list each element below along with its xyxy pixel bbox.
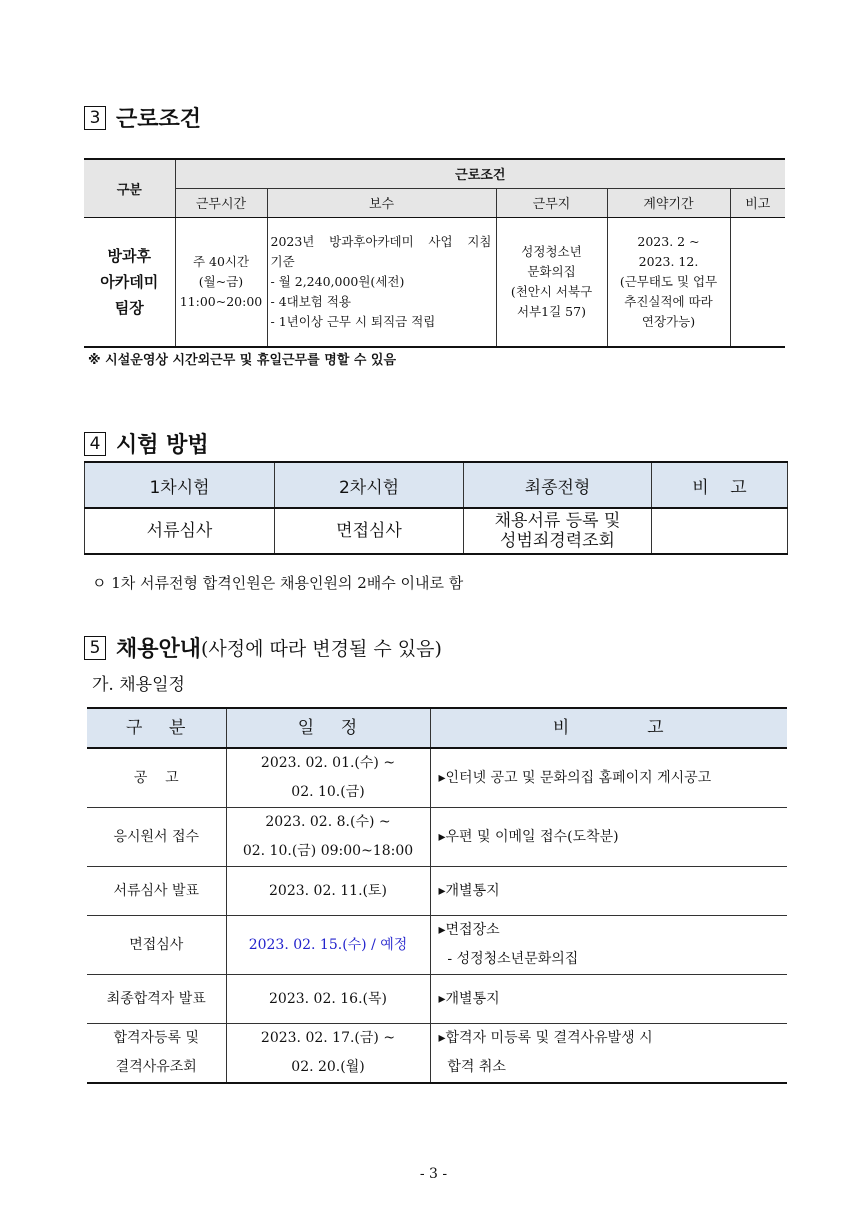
contract-line: 연장가능) xyxy=(641,313,696,329)
row-date xyxy=(226,808,430,867)
header-schedule: 일 정 xyxy=(226,708,430,748)
section-4-title xyxy=(84,428,209,459)
header-place: 근무지 xyxy=(496,188,607,217)
second-exam-cell: 면접심사 xyxy=(275,508,464,554)
date-line: 2023. 02. 01.(수) ~ xyxy=(260,755,396,771)
schedule-table xyxy=(87,707,787,1084)
contract-line: 추진실적에 따라 xyxy=(624,293,713,309)
row-date xyxy=(226,1024,430,1084)
final-cell xyxy=(464,508,652,554)
position-line: 팀장 xyxy=(114,298,144,317)
row-note xyxy=(430,1024,787,1084)
contract-cell xyxy=(607,217,730,347)
pay-line: - 1년이상 근무 시 퇴직금 적립 xyxy=(270,313,436,329)
group-header: 근로조건 xyxy=(175,159,785,188)
pay-line: - 월 2,240,000원(세전) xyxy=(270,273,405,289)
page-number: - 3 - xyxy=(419,1166,448,1182)
section-5-heading: 채용안내 xyxy=(116,637,202,662)
header-contract: 계약기간 xyxy=(607,188,730,217)
note-line: 합격 취소 xyxy=(438,1059,506,1075)
hours-line: (월~금) xyxy=(198,273,244,289)
date-line: 2023. 02. 8.(수) ~ xyxy=(265,814,391,830)
hours-line: 주 40시간 xyxy=(192,253,250,269)
note-line: ▸합격자 미등록 및 결격사유발생 시 xyxy=(438,1030,653,1046)
place-line: (천안시 서북구 xyxy=(510,283,593,299)
header-second-exam: 2차시험 xyxy=(275,462,464,508)
header-remark: 비 고 xyxy=(652,462,788,508)
name-line: 합격자등록 및 xyxy=(113,1030,200,1046)
position-cell xyxy=(84,217,175,347)
hours-cell xyxy=(175,217,267,347)
position-line: 방과후 xyxy=(107,246,151,265)
date-line: 02. 10.(금) 09:00~18:00 xyxy=(242,843,414,859)
section-4-note: ㅇ 1차 서류전형 합격인원은 채용인원의 2배수 이내로 함 xyxy=(92,574,464,592)
name-line: 결격사유조회 xyxy=(115,1059,197,1075)
section-5-title xyxy=(84,632,442,663)
row-note: ▸개별통지 xyxy=(430,867,787,916)
pay-line: - 4대보험 적용 xyxy=(270,293,351,309)
row-note: ▸인터넷 공고 및 문화의집 홈페이지 게시공고 xyxy=(430,748,787,808)
pay-cell xyxy=(267,217,496,347)
header-hours: 근무시간 xyxy=(175,188,267,217)
header-first-exam: 1차시험 xyxy=(85,462,275,508)
section-4-heading: 시험 방법 xyxy=(116,433,209,458)
row-name: 응시원서 접수 xyxy=(87,808,226,867)
header-remark: 비 고 xyxy=(430,708,787,748)
row-name: 공 고 xyxy=(87,748,226,808)
exam-method-table xyxy=(84,461,788,555)
section-3-title xyxy=(84,102,201,133)
row-date xyxy=(226,748,430,808)
place-line: 서부1길 57) xyxy=(517,303,586,319)
position-line: 아카데미 xyxy=(100,272,159,291)
row-date: 2023. 02. 15.(수) / 예정 xyxy=(226,916,430,975)
row-name: 서류심사 발표 xyxy=(87,867,226,916)
place-line: 문화의집 xyxy=(527,263,576,279)
date-line: 2023. 02. 17.(금) ~ xyxy=(260,1030,396,1046)
contract-line: 2023. 2 ~ xyxy=(637,233,700,249)
remark-cell xyxy=(730,217,785,347)
row-date: 2023. 02. 16.(목) xyxy=(226,975,430,1024)
section-3-heading: 근로조건 xyxy=(116,107,202,132)
header-category: 구 분 xyxy=(87,708,226,748)
place-cell xyxy=(496,217,607,347)
row-note: ▸우편 및 이메일 접수(도착분) xyxy=(430,808,787,867)
note-line: ▸면접장소 xyxy=(438,922,500,938)
final-line: 채용서류 등록 및 xyxy=(494,511,621,531)
work-conditions-table xyxy=(84,158,785,348)
date-line: 02. 20.(월) xyxy=(291,1059,365,1075)
section-3-note: ※ 시설운영상 시간외근무 및 휴일근무를 명할 수 있음 xyxy=(88,353,397,368)
section-5-number: 5 xyxy=(84,636,106,660)
row-note xyxy=(430,916,787,975)
schedule-subheading: 가. 채용일정 xyxy=(92,675,185,695)
first-exam-cell: 서류심사 xyxy=(85,508,275,554)
section-4-number: 4 xyxy=(84,432,106,456)
pay-line: 2023년 방과후아카데미 사업 지침 xyxy=(270,233,492,249)
section-3-number: 3 xyxy=(84,106,106,130)
pay-line: 기준 xyxy=(270,253,295,269)
header-final: 최종전형 xyxy=(464,462,652,508)
remark-cell xyxy=(652,508,788,554)
note-line: - 성정청소년문화의집 xyxy=(438,951,579,967)
row-name: 최종합격자 발표 xyxy=(87,975,226,1024)
final-line: 성범죄경력조회 xyxy=(500,531,615,551)
row-date: 2023. 02. 11.(토) xyxy=(226,867,430,916)
header-pay: 보수 xyxy=(267,188,496,217)
row-name: 면접심사 xyxy=(87,916,226,975)
col-group-header: 구분 xyxy=(84,159,175,217)
row-note: ▸개별통지 xyxy=(430,975,787,1024)
header-remark: 비고 xyxy=(730,188,785,217)
contract-line: (근무태도 및 업무 xyxy=(619,273,718,289)
place-line: 성정청소년 xyxy=(521,243,582,259)
section-5-subtitle: (사정에 따라 변경될 수 있음) xyxy=(201,638,442,660)
date-line: 02. 10.(금) xyxy=(291,784,365,800)
hours-line: 11:00~20:00 xyxy=(179,293,263,309)
row-name xyxy=(87,1024,226,1084)
contract-line: 2023. 12. xyxy=(638,253,699,269)
